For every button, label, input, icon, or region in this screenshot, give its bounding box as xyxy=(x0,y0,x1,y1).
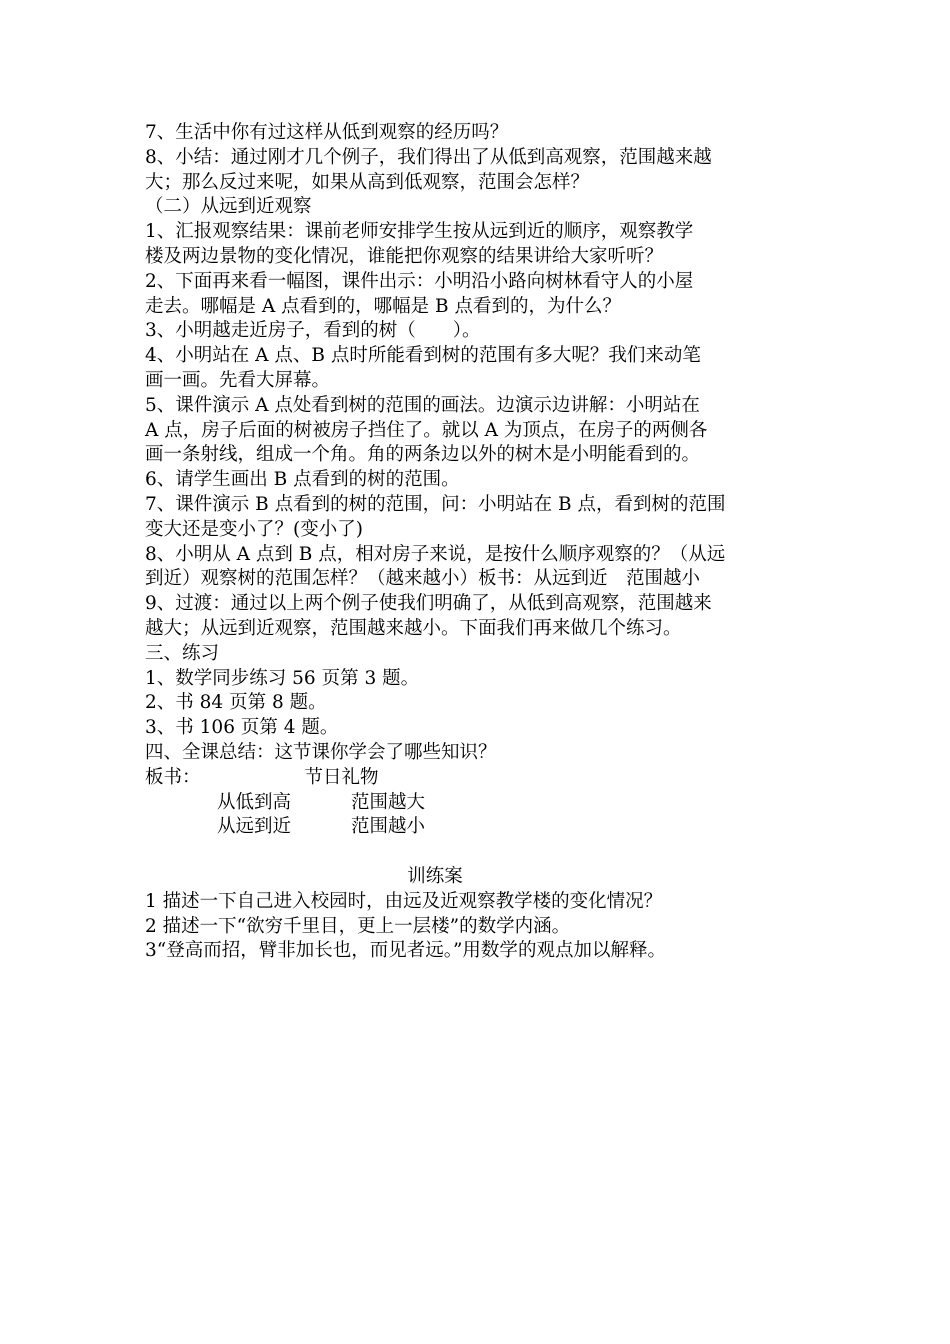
text-line: 4、小明站在 A 点、B 点时所能看到树的范围有多大呢？我们来动笔 xyxy=(145,345,701,367)
text-line: 越大；从远到近观察，范围越来越小。下面我们再来做几个练习。 xyxy=(145,617,682,639)
text-line: 画一画。先看大屏幕。 xyxy=(145,369,331,391)
text-line: 1、数学同步练习 56 页第 3 题。 xyxy=(145,667,420,689)
text-line: 7、课件演示 B 点看到的树的范围，问：小明站在 B 点，看到树的范围 xyxy=(145,493,726,515)
board-row-left: 从远到近 xyxy=(217,816,292,838)
text-line: 2、下面再来看一幅图，课件出示：小明沿小路向树林看守人的小屋 xyxy=(145,270,694,292)
board-label: 板书： xyxy=(145,766,201,788)
board-row-right: 范围越大 xyxy=(351,791,426,813)
training-item: 3“登高而招，臂非加长也，而见者远。”用数学的观点加以解释。 xyxy=(145,940,666,962)
text-line: （二）从远到近观察 xyxy=(145,196,312,218)
text-line: 到近）观察树的范围怎样？（越来越小）板书：从远到近 范围越小 xyxy=(145,568,701,590)
text-line: 楼及两边景物的变化情况，谁能把你观察的结果讲给大家听听？ xyxy=(145,245,664,267)
text-line: 6、请学生画出 B 点看到的树的范围。 xyxy=(145,469,460,491)
text-line: 走去。哪幅是 A 点看到的，哪幅是 B 点看到的，为什么？ xyxy=(145,295,621,317)
lesson-text xyxy=(145,121,810,766)
document-body xyxy=(145,121,810,964)
text-line: 7、生活中你有过这样从低到观察的经历吗？ xyxy=(145,122,509,143)
text-line: 变大还是变小了？(变小了) xyxy=(145,518,363,540)
board-title: 节日礼物 xyxy=(304,766,379,788)
board-row-right: 范围越小 xyxy=(351,816,426,838)
blank-line xyxy=(145,840,810,865)
board-row-left: 从低到高 xyxy=(217,791,292,813)
training-item: 1 描述一下自己进入校园时，由远及近观察教学楼的变化情况？ xyxy=(145,890,663,912)
text-line: 9、过渡：通过以上两个例子使我们明确了，从低到高观察，范围越来 xyxy=(145,593,712,615)
text-line: A 点，房子后面的树被房子挡住了。就以 A 为顶点，在房子的两侧各 xyxy=(145,419,708,441)
text-line: 三、练习 xyxy=(145,642,220,664)
board-row xyxy=(145,815,810,840)
text-line: 1、汇报观察结果：课前老师安排学生按从远到近的顺序，观察教学 xyxy=(145,221,694,243)
text-line: 8、小明从 A 点到 B 点，相对房子来说，是按什么顺序观察的？（从远 xyxy=(145,543,726,565)
board-header xyxy=(145,766,810,791)
text-line: 大；那么反过来呢，如果从高到低观察，范围会怎样？ xyxy=(145,171,590,193)
text-line: 四、全课总结：这节课你学会了哪些知识？ xyxy=(145,741,497,763)
training-title: 训练案 xyxy=(407,865,463,887)
training-item: 2 描述一下“欲穷千里目，更上一层楼”的数学内涵。 xyxy=(145,915,571,937)
board-row xyxy=(145,791,810,816)
text-line: 2、书 84 页第 8 题。 xyxy=(145,692,327,714)
text-line: 3、小明越走近房子，看到的树（ ）。 xyxy=(145,320,481,342)
text-line: 3、书 106 页第 4 题。 xyxy=(145,717,339,739)
text-line: 5、课件演示 A 点处看到树的范围的画法。边演示边讲解：小明站在 xyxy=(145,394,700,416)
text-line: 画一条射线，组成一个角。角的两条边以外的树木是小明能看到的。 xyxy=(145,444,701,466)
text-line: 8、小结：通过刚才几个例子，我们得出了从低到高观察，范围越来越 xyxy=(145,146,712,168)
